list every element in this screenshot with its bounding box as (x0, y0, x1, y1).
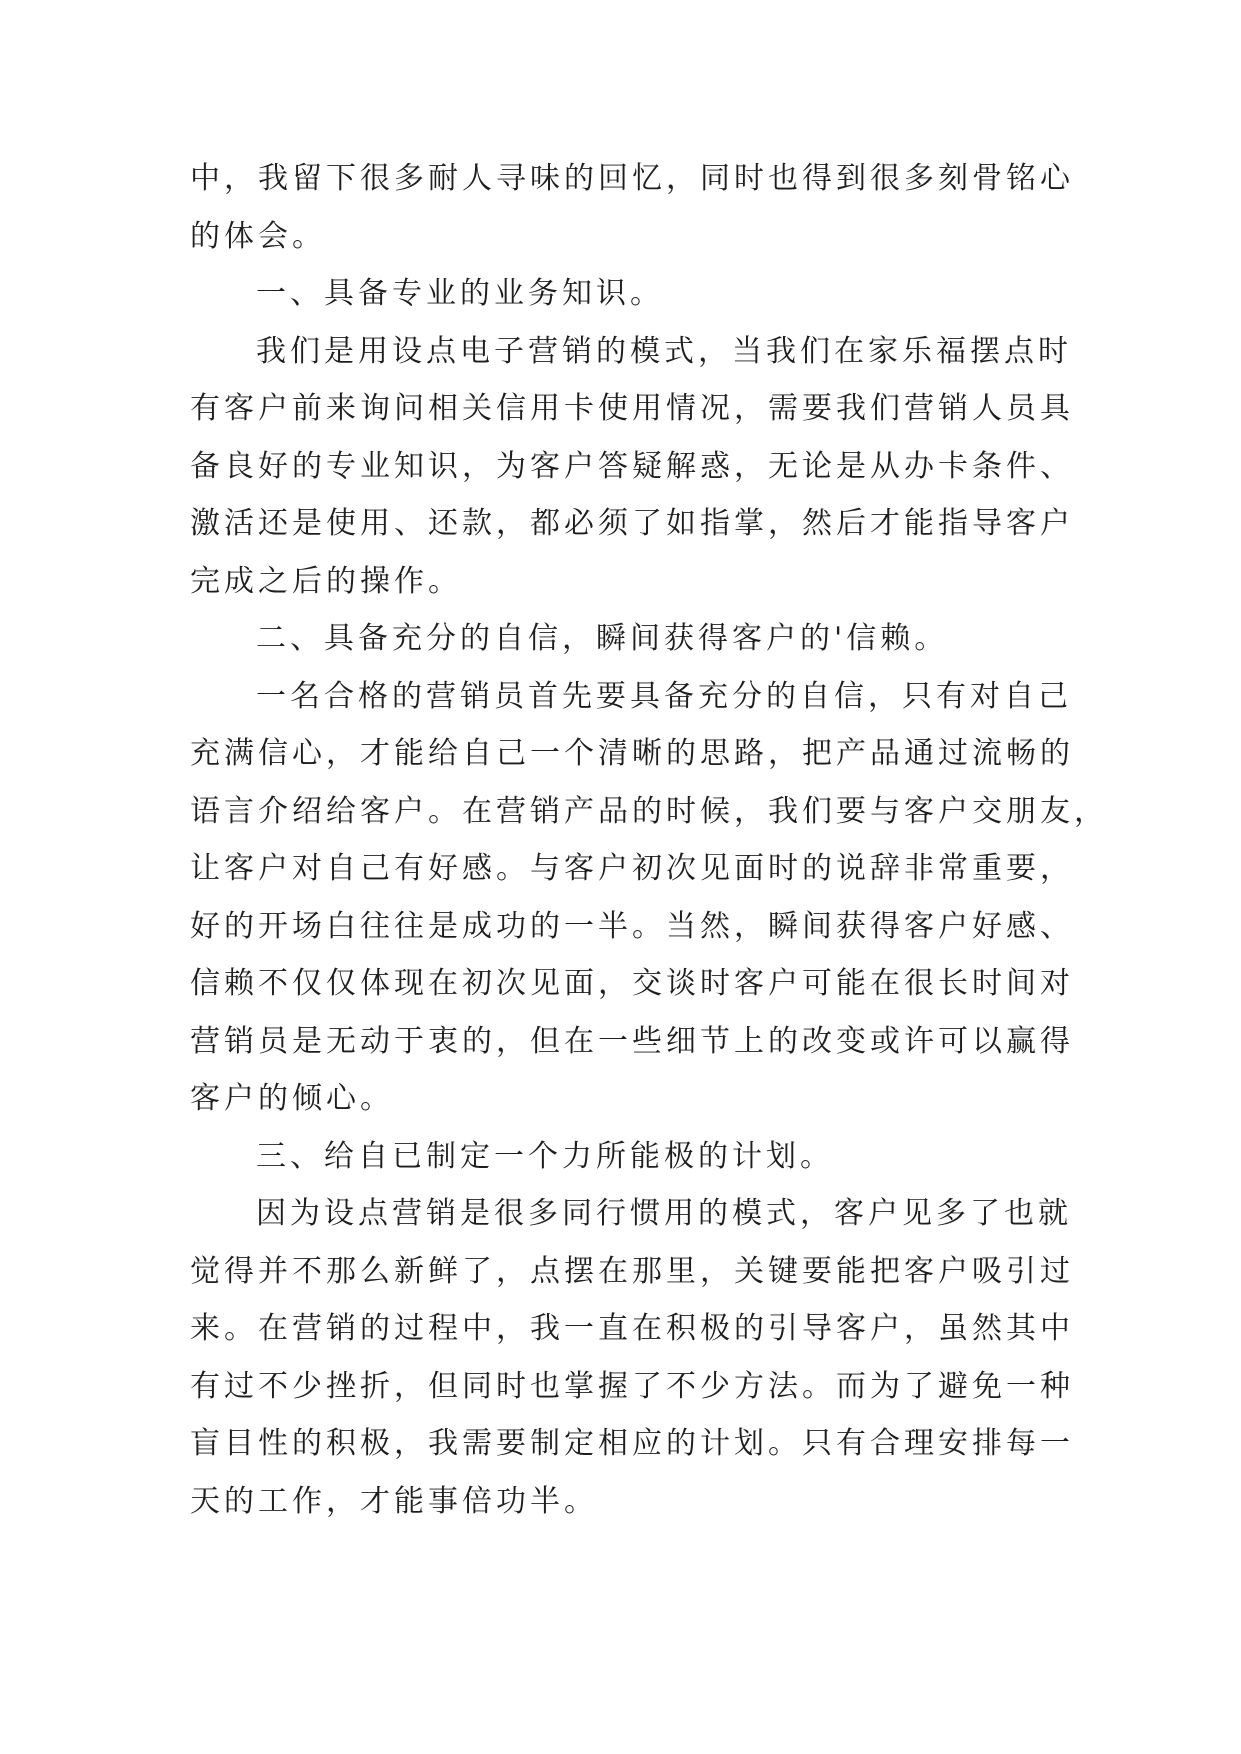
text-line: 充满信心，才能给自己一个清晰的思路，把产品通过流畅的 (190, 736, 1074, 771)
text-line: 语言介绍给客户。在营销产品的时候，我们要与客户交朋友， (190, 793, 1108, 829)
document-body (190, 158, 1108, 1538)
text-line: 有客户前来询问相关信用卡使用情况，需要我们营销人员具 (190, 391, 1074, 426)
text-line: 的体会。 (190, 218, 326, 254)
text-line: 中，我留下很多耐人寻味的回忆，同时也得到很多刻骨铭心 (190, 161, 1074, 196)
text-line: 觉得并不那么新鲜了，点摆在那里，关键要能把客户吸引过 (190, 1253, 1074, 1289)
section-heading: 三、给自已制定一个力所能极的计划。 (256, 1138, 834, 1174)
text-line: 我们是用设点电子营销的模式，当我们在家乐福摆点时 (256, 333, 1072, 369)
text-line: 客户的倾心。 (190, 1081, 394, 1116)
text-line: 来。在营销的过程中，我一直在积极的引导客户，虽然其中 (190, 1311, 1074, 1346)
text-line: 有过不少挫折，但同时也掌握了不少方法。而为了避免一种 (190, 1368, 1074, 1404)
text-line: 好的开场白往往是成功的一半。当然，瞬间获得客户好感、 (190, 908, 1074, 944)
text-line: 让客户对自己有好感。与客户初次见面时的说辞非常重要， (190, 851, 1074, 886)
text-line: 天的工作，才能事倍功半。 (190, 1483, 598, 1519)
text-line: 盲目性的积极，我需要制定相应的计划。只有合理安排每一 (190, 1426, 1074, 1461)
text-line: 完成之后的操作。 (190, 563, 462, 599)
text-line: 信赖不仅仅体现在初次见面，交谈时客户可能在很长时间对 (190, 966, 1074, 1001)
section-heading: 一、具备专业的业务知识。 (256, 276, 664, 311)
text-line: 备良好的专业知识，为客户答疑解惑，无论是从办卡条件、 (190, 448, 1074, 484)
text-line: 一名合格的营销员首先要具备充分的自信，只有对自己 (256, 678, 1072, 714)
text-line: 激活还是使用、还款，都必须了如指掌，然后才能指导客户 (190, 506, 1074, 541)
text-line: 营销员是无动于衷的，但在一些细节上的改变或许可以赢得 (190, 1023, 1074, 1059)
section-heading: 二、具备充分的自信，瞬间获得客户的'信赖。 (256, 621, 949, 656)
text-line: 因为设点营销是很多同行惯用的模式，客户见多了也就 (256, 1196, 1072, 1231)
